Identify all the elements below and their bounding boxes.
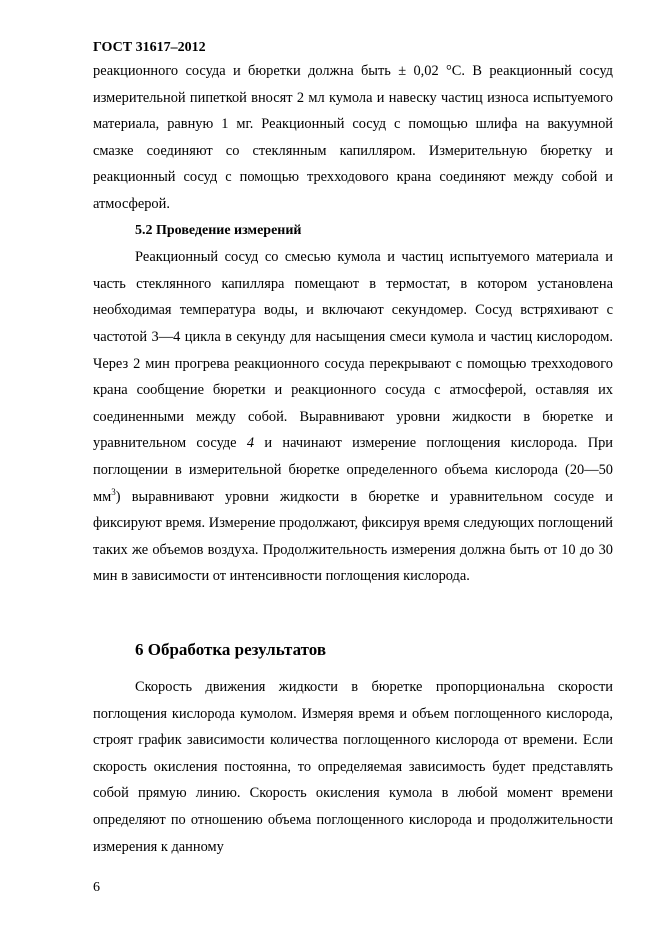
- paragraph-results-processing: Скорость движения жидкости в бюретке пропорциональна скорости поглощения кислорода кумолом. Измеряя время и объем поглощенного кислорода, строят график зависимости количества поглощенного кислорода от времени. Если скорость окисления постоянна, то определяемая зависимость будет представлять собой прямую линию. Скорость окисления кумола в любой момент времени определяют по отношению объема поглощенного кислорода и продолжительности измерения к данному: [93, 679, 613, 855]
- paragraph-reaction-vessel-setup: реакционного сосуда и бюретки должна быть ± 0,02 °С. В реакционный сосуд измерительной пипеткой вносят 2 мл кумола и навеску частиц износа испытуемого материала, равную 1 мг. Реакционный сосуд с помощью шлифа на вакуумной смазке соединяют со стеклянным капилляром. Измерительную бюретку и реакционный сосуд с помощью трехходового крана соединяют между собой и атмосферой.: [93, 63, 613, 212]
- text-block-continuation: [93, 58, 613, 590]
- document-header: ГОСТ 31617–2012: [93, 40, 206, 55]
- procedure-text-part2: и начинают измерение поглощения кислорода. При поглощении в измерительной бюретке определенного объема кислорода (20—50 мм: [93, 435, 613, 505]
- page-number: 6: [93, 880, 100, 895]
- procedure-text-part3: ) выравнивают уровни жидкости в бюретке и уравнительном сосуде и фиксируют время. Измерение продолжают, фиксируя время следующих поглощений таких же объемов воздуха. Продолжительность измерения должна быть от 10 до 30 мин в зависимости от интенсивности поглощения кислорода.: [93, 488, 613, 585]
- subheading-measurement-procedure: 5.2 Проведение измерений: [135, 222, 302, 238]
- paragraph-measurement-procedure: [93, 244, 613, 590]
- section-heading-results-processing: 6 Обработка результатов: [135, 640, 327, 659]
- text-block-results: [93, 674, 613, 860]
- procedure-text-part1: Реакционный сосуд со смесью кумола и частиц испытуемого материала и часть стеклянного капилляра помещают в термостат, в котором установлена необходимая температура воды, и включают секундомер. Сосуд встряхивают с частотой 3—4 цикла в секунду для насыщения смеси кумола и частиц кислородом. Через 2 мин прогрева реакционного сосуда перекрывают с помощью трехходового крана сообщение бюретки и реакционного сосуда с атмосферой, оставляя их соединенными между собой. Выравнивают уровни жидкости в бюретке и уравнительном сосуде: [93, 249, 613, 452]
- unit-superscript: 3: [111, 486, 116, 497]
- equalizing-vessel-ref: 4: [246, 435, 255, 452]
